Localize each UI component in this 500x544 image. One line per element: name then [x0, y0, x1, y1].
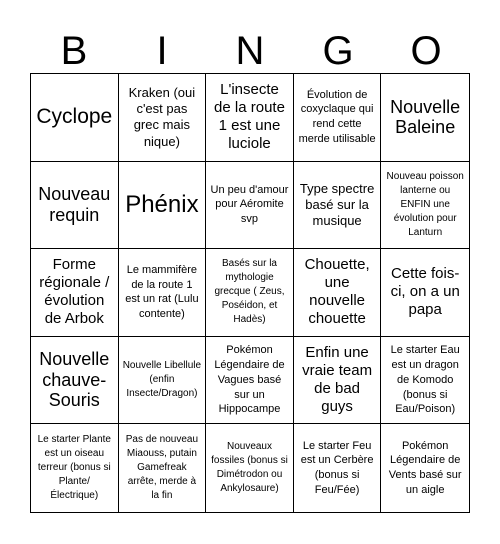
cell-text: Enfin une vraie team de bad guys	[302, 344, 373, 416]
cell-text: Nouveau poisson lanterne ou ENFIN une évolution pour Lanturn	[386, 170, 464, 238]
header-letter-b: B	[60, 29, 88, 73]
bingo-cell-18[interactable]	[206, 337, 294, 425]
bingo-board	[30, 73, 470, 513]
cell-text: Nouveau requin	[38, 184, 111, 225]
bingo-cell-15[interactable]	[381, 249, 469, 337]
bingo-cell-20[interactable]	[381, 337, 469, 425]
cell-text: Kraken (oui c'est pas grec mais nique)	[128, 84, 196, 149]
cell-text: Nouvelle Baleine	[390, 96, 461, 138]
cell-text: Le starter Plante est un oiseau terreur (bonus si Plante/ Électrique)	[37, 434, 111, 502]
cell-text: Un peu d'amour pour Aéromite svp	[210, 183, 289, 226]
bingo-cell-8[interactable]	[206, 162, 294, 250]
cell-text: Cyclope	[36, 105, 113, 129]
cell-text: Pokémon Légendaire de Vagues basé sur un Hippocampe	[214, 343, 285, 416]
bingo-cell-2[interactable]	[119, 74, 207, 162]
cell-text: Phénix	[125, 190, 199, 218]
cell-text: Basés sur la mythologie grecque ( Zeus, Poséidon, et Hadès)	[214, 258, 285, 326]
bingo-cell-25[interactable]	[381, 424, 469, 512]
bingo-cell-1[interactable]	[31, 74, 119, 162]
header-letter-i: I	[156, 29, 168, 73]
bingo-cell-14[interactable]	[294, 249, 382, 337]
bingo-cell-24[interactable]	[294, 424, 382, 512]
bingo-cell-12[interactable]	[119, 249, 207, 337]
bingo-cell-9[interactable]	[294, 162, 382, 250]
bingo-cell-3[interactable]	[206, 74, 294, 162]
bingo-cell-6[interactable]	[31, 162, 119, 250]
bingo-cell-19[interactable]	[294, 337, 382, 425]
bingo-cell-22[interactable]	[119, 424, 207, 512]
bingo-cell-16[interactable]	[31, 337, 119, 425]
cell-text: Le mammifère de la route 1 est un rat (Lulu contente)	[125, 263, 199, 321]
cell-text: Nouveaux fossiles (bonus si Dimétrodon ou Ankylosaure)	[211, 441, 288, 495]
bingo-cell-5[interactable]	[381, 74, 469, 162]
bingo-header	[30, 28, 470, 74]
bingo-cell-10[interactable]	[381, 162, 469, 250]
cell-text: Pas de nouveau Miaouss, putain Gamefreak arrête, merde à la fin	[125, 434, 199, 502]
bingo-cell-17[interactable]	[119, 337, 207, 425]
cell-text: Cette fois-ci, on a un papa	[390, 265, 460, 319]
cell-text: Nouvelle Libellule (enfin Insecte/Dragon)	[122, 360, 202, 400]
bingo-cell-4[interactable]	[294, 74, 382, 162]
cell-text: Nouvelle chauve-Souris	[39, 349, 110, 411]
cell-text: Chouette, une nouvelle chouette	[304, 256, 370, 328]
bingo-cell-13[interactable]	[206, 249, 294, 337]
cell-text: Forme régionale / évolution de Arbok	[39, 256, 110, 328]
cell-text: L'insecte de la route 1 est une luciole	[214, 81, 285, 153]
bingo-cell-21[interactable]	[31, 424, 119, 512]
cell-text: Évolution de coxyclaque qui rend cette merde utilisable	[298, 88, 376, 146]
bingo-cell-7[interactable]	[119, 162, 207, 250]
bingo-grid	[31, 74, 469, 512]
header-letter-g: G	[322, 29, 354, 73]
cell-text: Le starter Feu est un Cerbère (bonus si Feu/Fée)	[300, 439, 374, 497]
cell-text: Type spectre basé sur la musique	[299, 180, 375, 229]
cell-text: Le starter Eau est un dragon de Komodo (bonus si Eau/Poison)	[390, 343, 460, 416]
header-letter-n: N	[235, 29, 265, 73]
cell-text: Pokémon Légendaire de Vents basé sur un aigle	[388, 439, 462, 497]
header-letter-o: O	[410, 29, 442, 73]
bingo-cell-23[interactable]	[206, 424, 294, 512]
bingo-cell-11[interactable]	[31, 249, 119, 337]
